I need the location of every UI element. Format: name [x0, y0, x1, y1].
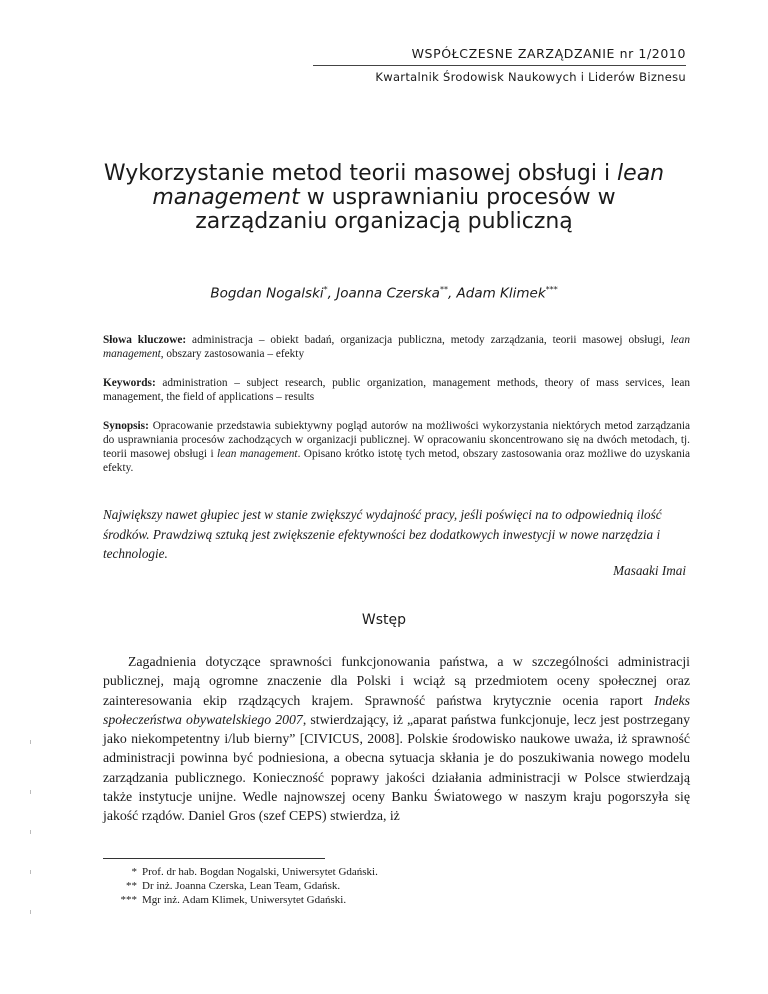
keywords-en-text: administration – subject research, public organization, management methods, theory of mass services, lean management, the field of applications – results	[103, 377, 690, 403]
epigraph-author: Masaaki Imai	[613, 563, 686, 578]
header-divider	[313, 65, 686, 66]
author-separator: ,	[327, 285, 337, 302]
journal-name: WSPÓŁCZESNE ZARZĄDZANIE nr 1/2010	[411, 46, 686, 61]
body-text-italic: Indeks społeczeństwa obywatelskiego 2007	[103, 692, 690, 727]
title-italic: lean management	[152, 161, 665, 210]
title-part1: Wykorzystanie metod teorii masowej obsługi i	[103, 161, 618, 186]
author-list	[100, 285, 668, 302]
footnote-mark: *	[131, 866, 137, 878]
footnote	[103, 865, 378, 879]
author-2: Joanna Czerska	[336, 285, 440, 302]
footnote	[103, 893, 378, 907]
author-3-mark: ***	[545, 285, 558, 294]
footnote-mark: **	[126, 880, 137, 892]
footnote	[103, 879, 378, 893]
margin-mark	[30, 870, 31, 874]
body-text-2: , stwierdzający, iż „aparat państwa funkcjonuje, lecz jest postrzegany jako niekompetentny i/lub bierny” [CIVICUS, 2008]. Polskie środowisko naukowe uważa, iż sprawność administracji powinna być podniesiona, a obecna sytuacja skłania je do poszukiwania nowego modelu zarządzania publicznego. Konieczność poprawy jakości działania administracji w Polsce stwierdzają także instytucje unijne. Wedle najnowszej oceny Banku Światowego w naszym kraju pogorszyła się jakość rządów. Daniel Gros (szef CEPS) stwierdza, iż	[103, 711, 690, 824]
keywords-pl-label: Słowa kluczowe:	[103, 334, 187, 346]
body-paragraph	[103, 652, 690, 826]
keywords-pl	[103, 333, 690, 361]
body-text-1: Zagadnienia dotyczące sprawności funkcjonowania państwa, a w szczególności administracji publicznej, mają ogromne znaczenie dla Polski i wciąż są przedmiotem oceny społecznej oraz zainteresowania ekip rządzących krajem. Sprawność państwa krytycznie ocenia raport	[103, 654, 690, 708]
author-1-mark: *	[323, 285, 328, 294]
footnotes	[103, 865, 378, 907]
footnote-text: Dr inż. Joanna Czerska, Lean Team, Gdańsk.	[142, 880, 341, 892]
author-3: Adam Klimek	[456, 285, 546, 302]
keywords-en	[103, 376, 690, 404]
keywords-pl-text: administracja – obiekt badań, organizacja publiczna, metody zarządzania, teorii masowej obsługi,	[186, 334, 671, 346]
title-part2: w usprawnianiu procesów w zarządzaniu organizacją publiczną	[195, 185, 616, 234]
synopsis	[103, 419, 690, 475]
keywords-pl-text-end: , obszary zastosowania – efekty	[160, 348, 305, 360]
footnote-text: Mgr inż. Adam Klimek, Uniwersytet Gdański.	[142, 894, 347, 906]
author-1: Bogdan Nogalski	[210, 285, 324, 302]
epigraph-quote: Największy nawet głupiec jest w stanie zwiększyć wydajność pracy, jeśli poświęci na to odpowiednią ilość środków. Prawdziwą sztuką jest zwiększenie efektywności bez dodatkowych inwestycji w nowe narzędzia i technologie.	[103, 507, 662, 561]
margin-mark	[30, 740, 31, 744]
margin-mark	[30, 790, 31, 794]
synopsis-label: Synopsis:	[103, 420, 149, 432]
synopsis-text-end: . Opisano krótko istotę tych metod, obszary zastosowania oraz możliwe do uzyskania efekty.	[103, 448, 691, 474]
article-title	[100, 162, 668, 234]
keywords-pl-italic: lean management	[103, 334, 690, 360]
journal-subtitle: Kwartalnik Środowisk Naukowych i Liderów Biznesu	[375, 70, 686, 84]
footnote-divider	[103, 858, 325, 859]
keywords-en-label: Keywords:	[103, 377, 156, 389]
synopsis-italic: lean management	[216, 448, 298, 460]
footnote-mark: ***	[120, 894, 137, 906]
margin-mark	[30, 830, 31, 834]
footnote-text: Prof. dr hab. Bogdan Nogalski, Uniwersytet Gdański.	[142, 866, 378, 878]
synopsis-text: Opracowanie przedstawia subiektywny pogląd autorów na możliwości wykorzystania niektórych metod zarządzania do usprawniania procesów zachodzących w organizacji publicznej. W opracowaniu skoncentrowano się na dwóch metodach, tj. teorii masowej obsługi i	[103, 420, 690, 460]
author-separator: ,	[447, 285, 457, 302]
margin-mark	[30, 910, 31, 914]
author-2-mark: **	[439, 285, 448, 294]
section-heading: Wstęp	[361, 612, 407, 628]
